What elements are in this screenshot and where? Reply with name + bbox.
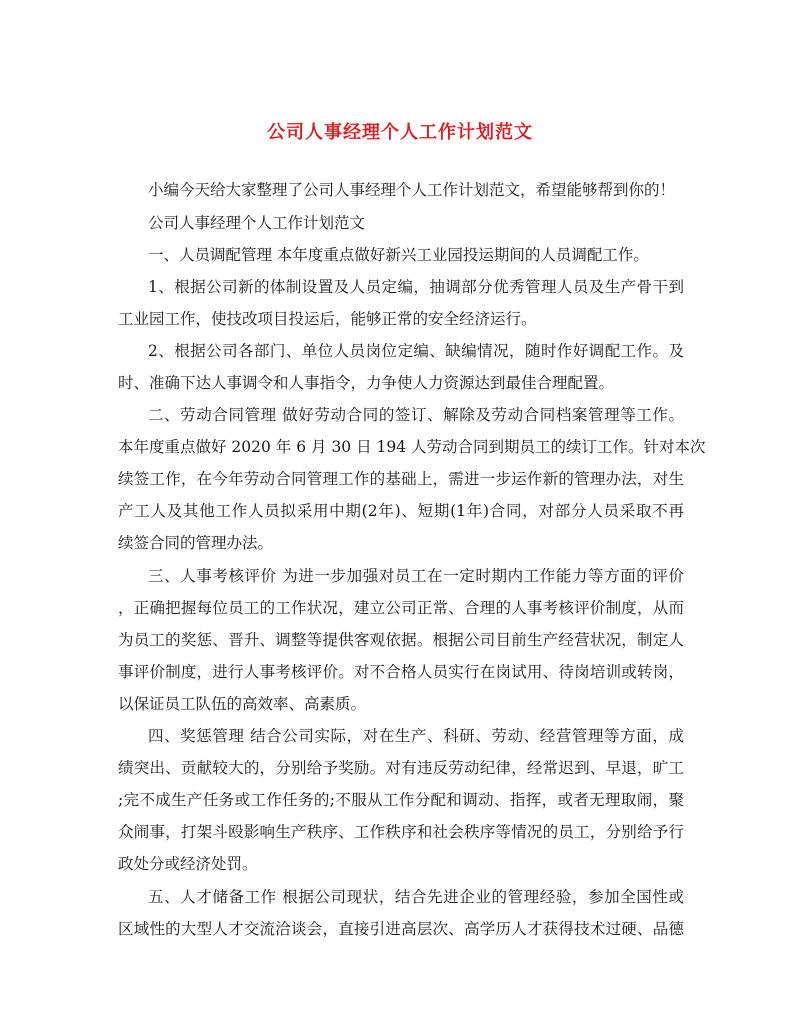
paragraph-line: 绩突出、贡献较大的，分别给予奖励。对有违反劳动纪律，经常迟到、早退，旷工 [118,759,684,777]
document-title: 公司人事经理个人工作计划范文 [267,122,533,143]
intro-line: 小编今天给大家整理了公司人事经理个人工作计划范文，希望能够帮到你的！ [148,181,676,199]
paragraph-line: 众闹事，打架斗殴影响生产秩序、工作秩序和社会秩序等情况的员工，分别给予行 [118,823,684,841]
paragraph-line: ，正确把握每位员工的工作状况，建立公司正常、合理的人事考核评价制度，从而 [118,599,684,617]
paragraph-line: 2、根据公司各部门、单位人员岗位定编、缺编情况，随时作好调配工作。及 [148,342,684,360]
subtitle-line: 公司人事经理个人工作计划范文 [148,214,366,232]
paragraph-line: 产工人及其他工作人员拟采用中期(2年)、短期(1年)合同，对部分人员采取不再 [118,502,684,520]
paragraph-line: 政处分或经济处罚。 [118,855,258,873]
paragraph-line: 区域性的大型人才交流洽谈会，直接引进高层次、高学历人才获得技术过硬、品德 [118,920,684,938]
paragraph-line: 一、人员调配管理 本年度重点做好新兴工业园投运期间的人员调配工作。 [148,246,649,264]
paragraph-line: 续签工作，在今年劳动合同管理工作的基础上，需进一步运作新的管理办法，对生 [118,470,684,488]
paragraph-line: 四、奖惩管理 结合公司实际，对在生产、科研、劳动、经营管理等方面，成 [148,727,684,745]
paragraph-line: 二、劳动合同管理 做好劳动合同的签订、解除及劳动合同档案管理等工作。 [148,406,684,424]
paragraph-line: 1、根据公司新的体制设置及人员定编，抽调部分优秀管理人员及生产骨干到 [148,278,684,296]
paragraph-line: 以保证员工队伍的高效率、高素质。 [118,695,367,713]
paragraph-line: 三、人事考核评价 为进一步加强对员工在一定时期内工作能力等方面的评价 [148,567,684,585]
paragraph-line: 为员工的奖惩、晋升、调整等提供客观依据。根据公司目前生产经营状况，制定人 [118,631,684,649]
paragraph-line: 续签合同的管理办法。 [118,534,274,552]
paragraph-line: 事评价制度，进行人事考核评价。对不合格人员实行在岗试用、待岗培训或转岗， [118,663,684,681]
paragraph-line: 五、人才储备工作 根据公司现状，结合先进企业的管理经验，参加全国性或 [148,888,684,906]
paragraph-line: 时、准确下达人事调令和人事指令，力争使人力资源达到最佳合理配置。 [118,374,615,392]
paragraph-line: ;完不成生产任务或工作任务的;不服从工作分配和调动、指挥，或者无理取闹，聚 [118,791,684,809]
paragraph-line: 工业园工作，使技改项目投运后，能够正常的安全经济运行。 [118,310,537,328]
paragraph-line: 本年度重点做好 2020 年 6 月 30 日 194 人劳动合同到期员工的续订工作。针对本次 [118,438,706,456]
